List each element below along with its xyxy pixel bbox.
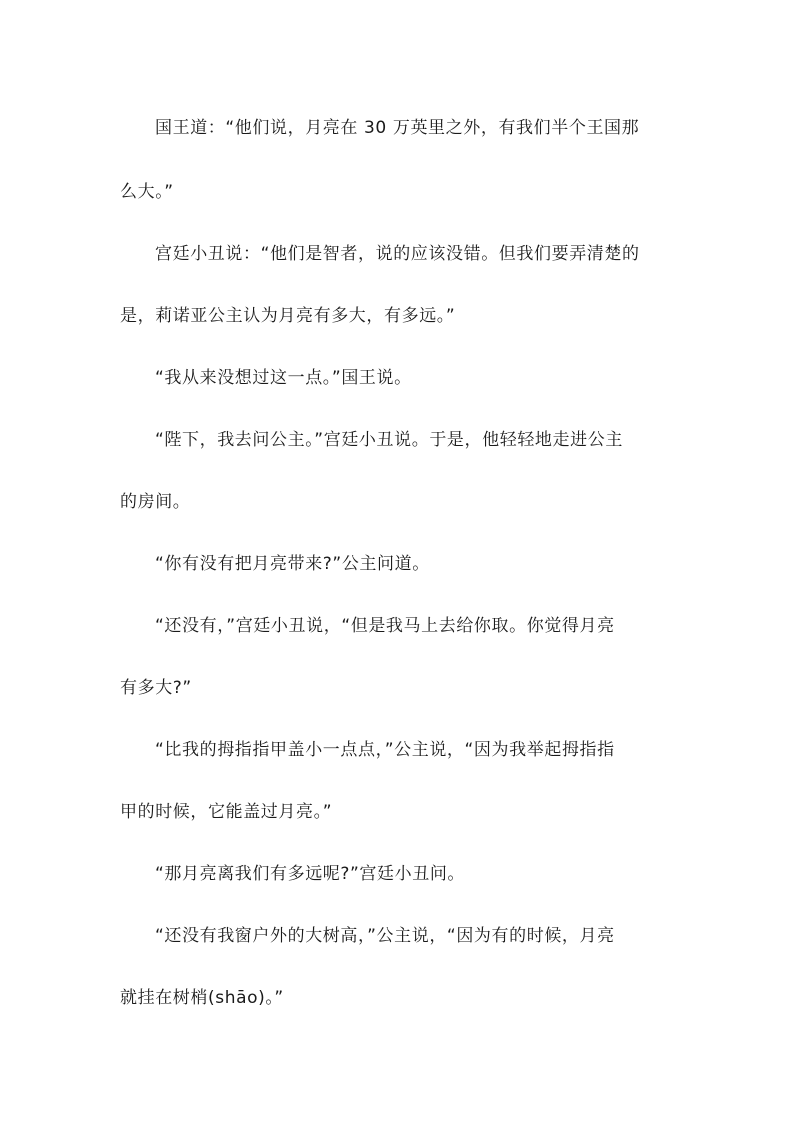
text-line: 是，莉诺亚公主认为月亮有多大，有多远。”	[120, 306, 456, 326]
text-line: 国王道：“他们说，月亮在 30 万英里之外，有我们半个王国那	[155, 118, 640, 138]
text-line: 甲的时候，它能盖过月亮。”	[120, 802, 333, 822]
text-line: “还没有我窗户外的大树高，”公主说，“因为有的时候，月亮	[155, 926, 615, 946]
text-line: “比我的拇指指甲盖小一点点，”公主说，“因为我举起拇指指	[155, 740, 615, 760]
text-line: 有多大?”	[120, 678, 192, 698]
text-line: 么大。”	[120, 182, 174, 202]
text-line: “还没有，”宫廷小丑说，“但是我马上去给你取。你觉得月亮	[155, 616, 615, 636]
text-line: 宫廷小丑说：“他们是智者，说的应该没错。但我们要弄清楚的	[155, 244, 640, 264]
text-line: 的房间。	[120, 492, 191, 512]
text-line: 就挂在树梢(shāo)。”	[120, 988, 284, 1008]
text-line: “我从来没想过这一点。”国王说。	[155, 368, 412, 388]
text-line: “你有没有把月亮带来?”公主问道。	[155, 554, 430, 574]
text-line: “陛下，我去问公主。”宫廷小丑说。于是，他轻轻地走进公主	[155, 430, 623, 450]
text-line: “那月亮离我们有多远呢?”宫廷小丑问。	[155, 864, 466, 884]
